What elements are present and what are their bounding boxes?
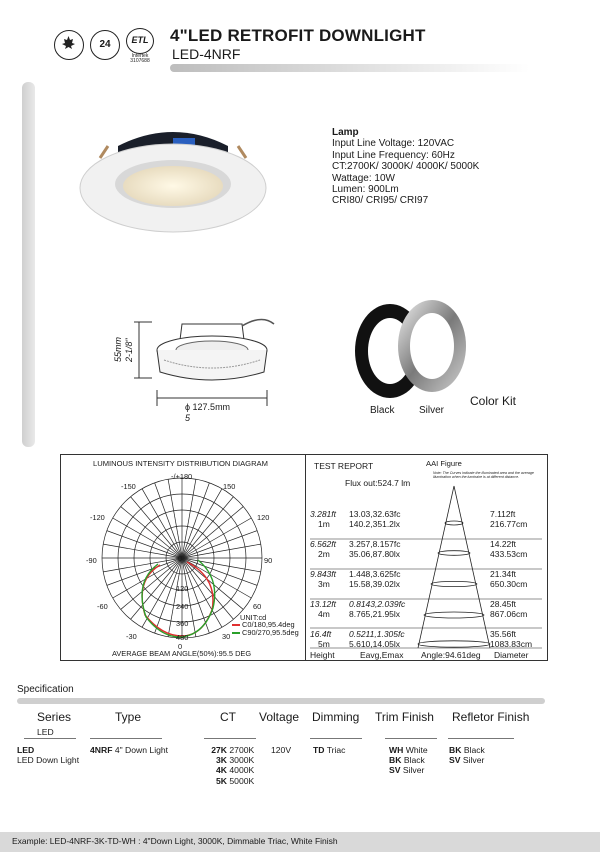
polar-radial-label: 360 xyxy=(176,619,189,628)
height-mm-label: 55mm xyxy=(113,336,123,362)
lamp-line: CT:2700K/ 3000K/ 4000K/ 5000K xyxy=(332,161,480,173)
lamp-line: Wattage: 10W xyxy=(332,172,395,184)
etl-logo: ETL Intertek 3107688 xyxy=(124,28,156,64)
reflector-desc: Black xyxy=(463,745,485,755)
polar-top-label: -/+180 xyxy=(171,472,193,481)
row-ft: 3.281ft xyxy=(310,509,336,519)
row-d1: 35.56ft xyxy=(490,629,516,639)
ct-desc: 2700K xyxy=(229,745,255,755)
ct-code: 4K xyxy=(216,765,227,776)
polar-title: LUMINOUS INTENSITY DISTRIBUTION DIAGRAM xyxy=(93,459,268,468)
col-divider xyxy=(204,738,256,739)
footer-diameter: Diameter xyxy=(494,650,529,660)
black-label: Black xyxy=(370,405,395,416)
col-series: Series xyxy=(37,710,72,724)
trim-desc: Silver xyxy=(402,765,425,776)
specification-title: Specification xyxy=(17,684,74,695)
trim-code: SV xyxy=(389,765,401,776)
polar-angle-label: 60 xyxy=(253,602,262,611)
series-code: LED xyxy=(17,745,35,755)
col-divider xyxy=(385,738,437,739)
polar-angle-label: -90 xyxy=(86,556,97,565)
color-kit-label: Color Kit xyxy=(470,394,517,408)
trim-cell xyxy=(389,745,428,776)
row-e1: 0.5211,1.305fc xyxy=(349,629,405,639)
type-code: 4NRF xyxy=(90,745,113,755)
dimming-desc: Triac xyxy=(326,745,346,755)
ct-code: 27K xyxy=(211,745,227,755)
col-dimming: Dimming xyxy=(312,710,360,724)
row-ft: 13.12ft xyxy=(310,599,336,609)
ct-desc: 4000K xyxy=(229,765,255,776)
row-m: 3m xyxy=(318,579,330,589)
footer-height: Height xyxy=(310,650,335,660)
row-d2: 1083.83cm xyxy=(490,639,533,649)
row-ft: 9.843ft xyxy=(310,569,336,579)
canada-maple-logo xyxy=(54,30,84,60)
series-desc: LED Down Light xyxy=(17,755,80,766)
polar-radial-label: 240 xyxy=(176,602,189,611)
page-title: 4"LED RETROFIT DOWNLIGHT xyxy=(170,26,426,45)
col-type: Type xyxy=(115,710,142,724)
lamp-line: CRI80/ CRI95/ CRI97 xyxy=(332,195,429,207)
lamp-line: Lumen: 900Lm xyxy=(332,184,399,196)
height-in-label: 2-1/8" xyxy=(124,338,134,362)
lamp-specs xyxy=(332,127,479,207)
ct-cell xyxy=(204,745,256,786)
dimming-code: TD xyxy=(313,745,325,755)
silver-label: Silver xyxy=(419,405,445,416)
ct-desc: 5000K xyxy=(229,775,255,786)
example-footer: Example: LED-4NRF-3K-TD-WH : 4"Down Light, 3000K, Dimmable Triac, White Finish xyxy=(0,832,600,852)
type-cell xyxy=(90,745,168,755)
row-d1: 21.34ft xyxy=(490,569,516,579)
col-divider xyxy=(448,738,514,739)
diameter-label: ϕ 127.5mm xyxy=(185,402,231,412)
aai-figure-label: AAI Figure xyxy=(426,459,462,468)
lamp-line: Input Line Voltage: 120VAC xyxy=(332,138,455,150)
footer-angle: Angle:94.61deg xyxy=(421,650,481,660)
row-ft: 16.4ft xyxy=(310,629,332,639)
col-divider xyxy=(310,738,362,739)
row-e1: 13.03,32.63fc xyxy=(349,509,401,519)
polar-angle-label: -120 xyxy=(90,513,105,522)
col-divider xyxy=(90,738,162,739)
row-m: 4m xyxy=(318,609,330,619)
flux-out: Flux out:524.7 lm xyxy=(345,478,411,488)
polar-angle-label: 0 xyxy=(178,642,183,651)
series-cell xyxy=(17,745,79,765)
polar-angle-label: -150 xyxy=(121,482,136,491)
legend-c0: C0/180,95.4deg xyxy=(242,620,295,629)
trim-desc: Black xyxy=(403,755,425,766)
polar-radial-label: 120 xyxy=(176,584,189,593)
ct-code: 3K xyxy=(216,755,227,766)
row-d1: 28.45ft xyxy=(490,599,516,609)
row-e1: 0.8143,2.039fc xyxy=(349,599,406,609)
polar-angle-label: 30 xyxy=(222,632,231,641)
row-m: 5m xyxy=(318,639,330,649)
col-trim: Trim Finish xyxy=(375,710,434,724)
lamp-heading: Lamp xyxy=(332,127,359,138)
energy-hours-logo: 24 xyxy=(90,30,120,60)
row-d1: 7.112ft xyxy=(490,509,516,519)
row-ft: 6.562ft xyxy=(310,539,336,549)
specification-bar xyxy=(17,698,545,704)
polar-angle-label: 150 xyxy=(223,482,236,491)
row-m: 2m xyxy=(318,549,330,559)
polar-angle-label: 120 xyxy=(257,513,270,522)
decorative-side-bar xyxy=(22,82,35,447)
reflector-cell xyxy=(449,745,485,765)
test-report-table xyxy=(306,454,548,661)
dimming-cell xyxy=(313,745,345,755)
test-report-title: TEST REPORT xyxy=(314,461,374,471)
col-divider xyxy=(24,738,76,739)
row-d1: 14.22ft xyxy=(490,539,516,549)
polar-angle-label: -60 xyxy=(97,602,108,611)
row-e2: 8.765,21.95lx xyxy=(349,609,401,619)
series-sub: LED xyxy=(37,727,54,737)
color-kit-rings xyxy=(348,296,478,401)
beam-angle: AVERAGE BEAM ANGLE(50%):95.5 DEG xyxy=(112,649,252,658)
polar-radial-label: 480 xyxy=(176,633,189,642)
header-underline-bar xyxy=(170,64,530,72)
col-reflector: Refletor Finish xyxy=(452,710,530,724)
legend-c90: C90/270,95.5deg xyxy=(242,628,299,637)
polar-unit: UNIT:cd xyxy=(240,613,267,622)
reflector-desc: Silver xyxy=(462,755,485,766)
row-m: 1m xyxy=(318,519,330,529)
row-d2: 650.30cm xyxy=(490,579,528,589)
footer-eavg: Eavg,Emax xyxy=(360,650,404,660)
row-e1: 3.257,8.157fc xyxy=(349,539,401,549)
legend-c0-swatch xyxy=(232,624,240,626)
trim-code: WH xyxy=(389,745,404,755)
lamp-line: Input Line Frequency: 60Hz xyxy=(332,149,455,161)
trim-desc: White xyxy=(405,745,428,755)
polar-angle-label: 90 xyxy=(264,556,273,565)
ct-code: 5K xyxy=(216,775,227,786)
col-ct: CT xyxy=(220,710,236,724)
trim-code: BK xyxy=(389,755,402,766)
legend-c90-swatch xyxy=(232,632,240,634)
polar-angle-label: -30 xyxy=(126,632,137,641)
test-report-note: Note: The Curves indicate the illuminated area and the average illumination when the luminaire is at different distance. xyxy=(433,471,534,480)
row-e2: 5.610,14.05lx xyxy=(349,639,401,649)
reflector-code: SV xyxy=(449,755,461,766)
row-e2: 140.2,351.2lx xyxy=(349,519,401,529)
row-e1: 1.448,3.625fc xyxy=(349,569,401,579)
cutout-label: 5 xyxy=(185,413,191,423)
voltage-cell: 120V xyxy=(271,745,292,755)
reflector-code: BK xyxy=(449,745,462,755)
polar-radial-label: 0 xyxy=(178,554,183,563)
row-d2: 216.77cm xyxy=(490,519,528,529)
col-voltage: Voltage xyxy=(259,710,300,724)
row-e2: 15.58,39.02lx xyxy=(349,579,401,589)
product-photo xyxy=(78,118,268,248)
row-d2: 433.53cm xyxy=(490,549,528,559)
type-desc: 4" Down Light xyxy=(114,745,169,755)
row-e2: 35.06,87.80lx xyxy=(349,549,401,559)
model-number: LED-4NRF xyxy=(172,46,241,62)
row-d2: 867.06cm xyxy=(490,609,528,619)
ct-desc: 3000K xyxy=(229,755,255,766)
